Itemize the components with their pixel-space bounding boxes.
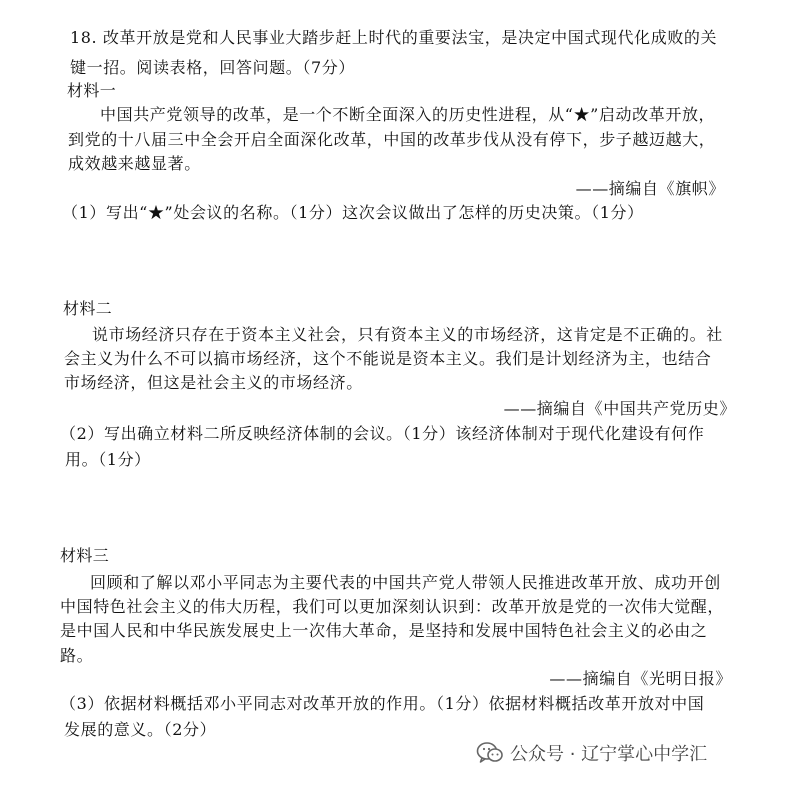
material3-line-3: 是中国人民和中华民族发展史上一次伟大革命，是坚持和发展中国特色社会主义的必由之 [60, 621, 708, 640]
material2-source: ——摘编自《中国共产党历史》 [503, 399, 736, 418]
material2-line-3: 市场经济，但这是社会主义的市场经济。 [64, 373, 363, 392]
question-stem-line-1: 18. 改革开放是党和人民事业大踏步赶上时代的重要法宝，是决定中国式现代化成败的关 [70, 28, 718, 47]
material3-line-1: 回顾和了解以邓小平同志为主要代表的中国共产党人带领人民推进改革开放、成功开创 [90, 573, 721, 592]
material3-source: ——摘编自《光明日报》 [549, 669, 732, 688]
question-stem-line-2: 键一招。阅读表格，回答问题。（7分） [70, 58, 355, 77]
material1-heading: 材料一 [67, 81, 117, 100]
wechat-official-account-icon [476, 741, 504, 765]
material1-line-2: 到党的十八届三中全会开启全面深化改革，中国的改革步伐从没有停下，步子越迈越大， [68, 130, 716, 149]
material1-source: ——摘编自《旗帜》 [575, 179, 725, 198]
question-1: （1）写出“★”处会议的名称。（1分）这次会议做出了怎样的历史决策。（1分） [62, 203, 644, 222]
watermark-text: 公众号 · 辽宁掌心中学汇 [510, 744, 708, 765]
material1-line-1: 中国共产党领导的改革，是一个不断全面深入的历史性进程，从“★”启动改革开放， [100, 105, 716, 124]
question-3-line-1: （3）依据材料概括邓小平同志对改革开放的作用。（1分）依据材料概括改革开放对中国 [60, 694, 705, 713]
question-3-line-2: 发展的意义。（2分） [64, 720, 217, 739]
material2-heading: 材料二 [63, 299, 113, 318]
material1-line-3: 成效越来越显著。 [68, 154, 201, 173]
material2-line-2: 会主义为什么不可以搞市场经济，这个不能说是资本主义。我们是计划经济为主，也结合 [64, 349, 712, 368]
material3-line-2: 中国特色社会主义的伟大历程，我们可以更加深刻认识到：改革开放是党的一次伟大觉醒， [60, 597, 725, 616]
material2-line-1: 说市场经济只存在于资本主义社会，只有资本主义的市场经济，这肯定是不正确的。社 [92, 325, 723, 344]
material3-line-4: 路。 [60, 646, 94, 665]
question-2-line-1: （2）写出确立材料二所反映经济体制的会议。（1分）该经济体制对于现代化建设有何作 [60, 424, 705, 443]
watermark [476, 738, 707, 768]
material3-heading: 材料三 [60, 546, 110, 565]
question-2-line-2: 用。（1分） [65, 450, 151, 469]
